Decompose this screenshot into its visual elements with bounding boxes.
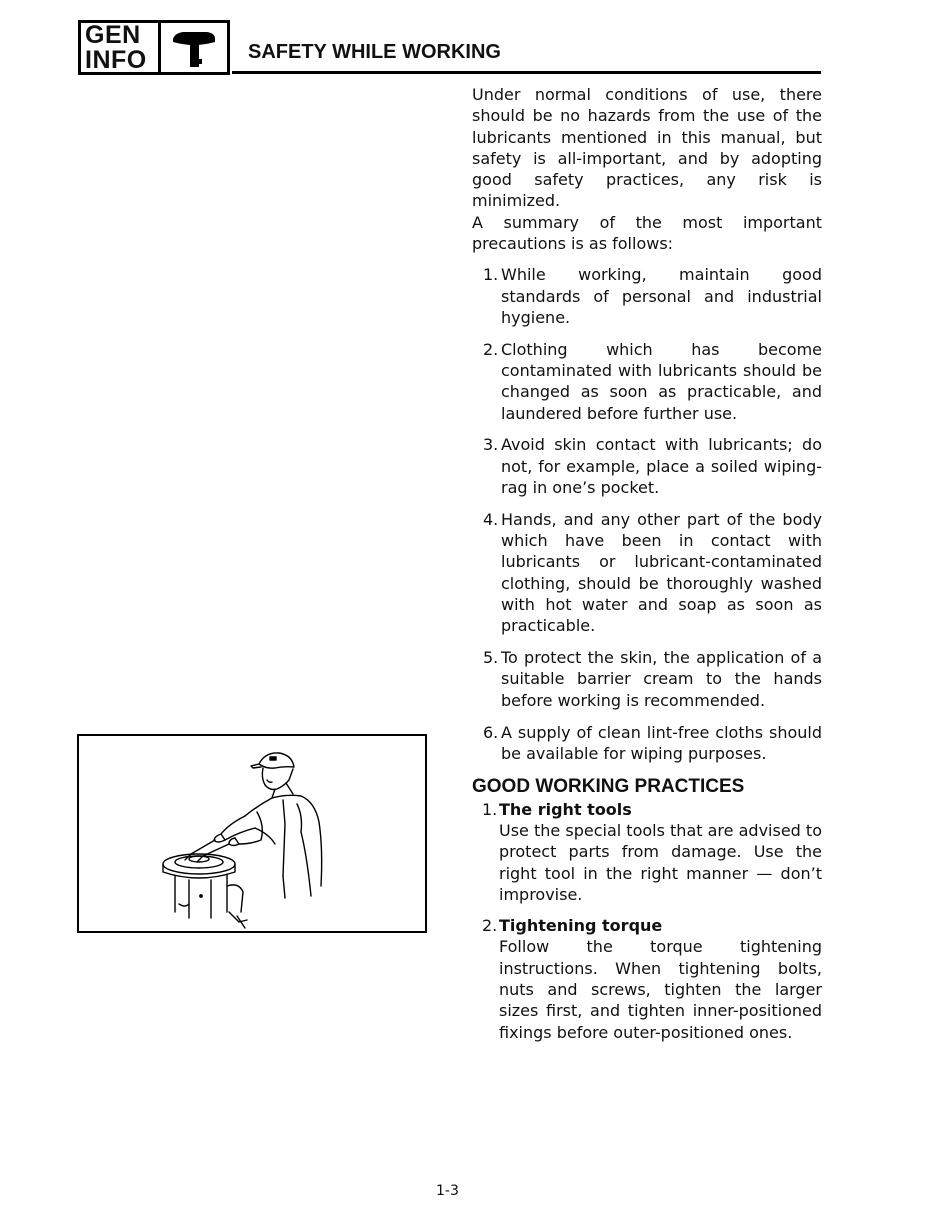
practice-title: The right tools xyxy=(499,799,632,819)
precautions-list xyxy=(472,264,822,764)
badge-line-info: INFO xyxy=(85,46,147,74)
header-rule xyxy=(232,71,821,74)
item-number: 2. xyxy=(482,916,498,936)
item-text: Avoid skin contact with lubricants; do not, for example, place a soiled wiping-rag in one’s pocket. xyxy=(501,435,822,498)
item-number: 4. xyxy=(483,509,499,529)
list-item xyxy=(472,264,822,328)
list-item xyxy=(472,722,822,765)
practices-list xyxy=(472,799,822,1043)
intro-summary: A summary of the most important precautions is as follows: xyxy=(472,212,822,254)
intro-paragraph: Under normal conditions of use, there should be no hazards from the use of the lubricants mentioned in this manual, but safety is all-important, and by adopting good safety practices, any risk is minimized. xyxy=(472,85,822,211)
list-item xyxy=(472,915,822,1043)
item-number: 3. xyxy=(483,435,499,455)
item-text: While working, maintain good standards of personal and industrial hygiene. xyxy=(501,265,822,327)
list-item xyxy=(472,434,822,498)
item-number: 6. xyxy=(483,722,499,742)
item-text: Hands, and any other part of the body which have been in contact with lubricants or lubricant-contaminated clothing, should be thoroughly washed with hot water and soap as soon as practicable. xyxy=(501,509,822,636)
outboard-motor-icon xyxy=(169,26,219,70)
mechanic-illustration xyxy=(77,734,427,933)
main-column xyxy=(472,84,822,1053)
practice-title: Tightening torque xyxy=(499,916,663,936)
list-item xyxy=(472,647,822,711)
page-number: 1-3 xyxy=(436,1183,459,1199)
badge-text xyxy=(85,23,157,73)
section-title: SAFETY WHILE WORKING xyxy=(248,41,501,63)
item-number: 1. xyxy=(483,265,499,285)
item-number: 1. xyxy=(482,799,498,819)
item-text: A supply of clean lint-free cloths should be available for wiping purposes. xyxy=(501,722,822,763)
item-number: 2. xyxy=(483,339,499,359)
item-number: 5. xyxy=(483,648,499,668)
list-item xyxy=(472,799,822,905)
gen-info-badge xyxy=(78,20,230,75)
list-item xyxy=(472,339,822,424)
item-text: To protect the skin, the application of a suitable barrier cream to the hands before working is recommended. xyxy=(501,648,822,710)
practice-text: Follow the torque tightening instructions. When tightening bolts, nuts and screws, tighten the larger sizes first, and tighten inner-positioned fixings before outer-positioned ones. xyxy=(499,937,822,1042)
item-text: Clothing which has become contaminated with lubricants should be changed as soon as practicable, and laundered before further use. xyxy=(501,339,822,423)
badge-divider xyxy=(158,23,161,72)
badge-line-gen: GEN xyxy=(85,21,141,49)
practice-text: Use the special tools that are advised to protect parts from damage. Use the right tool in the right manner — don’t improvise. xyxy=(499,820,822,904)
practices-heading: GOOD WORKING PRACTICES xyxy=(472,775,745,797)
list-item xyxy=(472,509,822,637)
